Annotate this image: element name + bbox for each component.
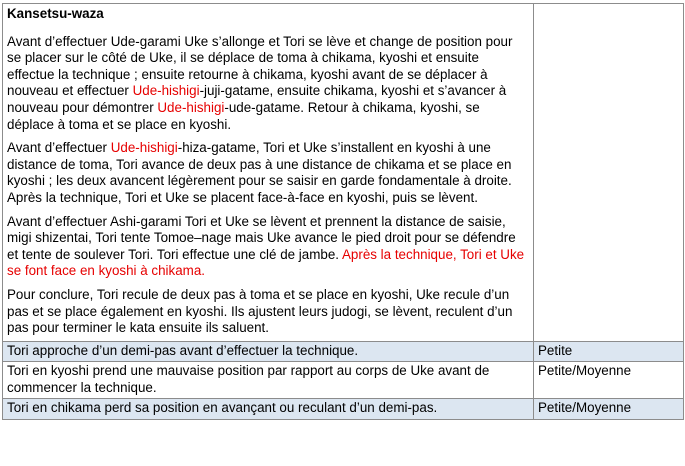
section-paragraph <box>7 34 527 134</box>
paragraph-text: -ude-gatame. Retour à chikama, kyoshi, se déplace à toma et se place en kyoshi. <box>7 99 480 132</box>
severity-cell: Petite/Moyenne <box>534 362 684 399</box>
paragraph-text: -hiza-gatame, Tori et Uke s’installent en kyoshi à une distance de toma, Tori avance de deux pas à une distance de chikama et se place en kyoshi ; les deux avancent légèrement pour se saisir en garde fondamentale à droite. Après la technique, Tori et Uke se placent face-à-face en kyoshi, puis se lèvent. <box>7 140 512 205</box>
section-empty-cell <box>534 4 684 342</box>
criteria-row <box>3 341 684 362</box>
section-row <box>3 4 684 342</box>
section-paragraph <box>7 140 527 206</box>
highlighted-text: Après la technique, Tori et Uke se font face en kyoshi à chikama. <box>7 246 525 279</box>
highlighted-text: Ude-hishigi <box>110 140 178 156</box>
paragraph-text: -juji-gatame, ensuite chikama, kyoshi et s’avancer à nouveau pour démontrer <box>7 83 507 115</box>
criterion-cell: Tori en kyoshi prend une mauvaise position par rapport au corps de Uke avant de commencer la technique. <box>3 362 534 399</box>
section-paragraph <box>7 214 527 280</box>
highlighted-text: Ude-hishigi <box>157 99 225 115</box>
highlighted-text: Ude-hishigi <box>132 83 200 99</box>
paragraph-text: Avant d’effectuer Ude-garami Uke s’allonge et Tori se lève et change de position pour se placer sur le côté de Uke, il se déplace de toma à chikama, kyoshi et ensuite effectue la technique ; ensuite retourne à chikama, kyoshi avant de se déplacer à nouveau et effectuer <box>7 33 513 99</box>
kata-table <box>2 3 684 420</box>
paragraph-text: Avant d’effectuer Ashi-garami Tori et Uke se lèvent et prennent la distance de saisie, migi shizentai, Tori tente Tomoe–nage mais Uke avance le pied droit pour se défendre et tente de soulever Tori. Tori effectue une clé de jambe. <box>7 213 516 262</box>
severity-cell: Petite/Moyenne <box>534 399 684 420</box>
criteria-row <box>3 399 684 420</box>
severity-cell: Petite <box>534 341 684 362</box>
criteria-row <box>3 362 684 399</box>
section-paragraphs <box>7 34 527 337</box>
criterion-cell: Tori en chikama perd sa position en avançant ou reculant d’un demi-pas. <box>3 399 534 420</box>
section-paragraph <box>7 287 527 337</box>
criterion-cell: Tori approche d’un demi-pas avant d’effectuer la technique. <box>3 341 534 362</box>
section-heading: Kansetsu-waza <box>7 6 104 21</box>
paragraph-text: Avant d’effectuer <box>7 140 111 156</box>
section-cell <box>3 4 534 342</box>
paragraph-text: Pour conclure, Tori recule de deux pas à toma et se place en kyoshi, Uke recule d’un pas et se place également en kyoshi. Ils ajustent leurs judogi, se lèvent, reculent d’un pas pour terminer le kata ensuite ils saluent. <box>7 286 513 336</box>
